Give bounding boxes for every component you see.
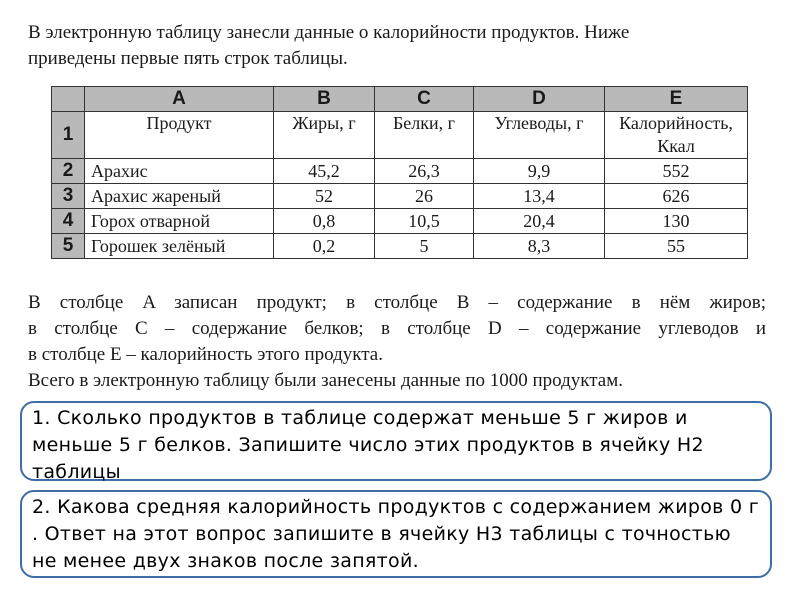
cell-fat: 52	[274, 184, 375, 209]
description-line-2: в столбце C – содержание белков; в столбце D – содержание углеводов и	[28, 318, 766, 339]
cell-protein: 5	[375, 234, 474, 259]
cell-calories: 552	[605, 159, 748, 184]
column-header-d: D	[474, 87, 605, 112]
header-product: Продукт	[85, 112, 274, 159]
cell-calories: 626	[605, 184, 748, 209]
column-header-b: B	[274, 87, 375, 112]
intro-text	[28, 20, 768, 72]
cell-product: Горох отварной	[85, 209, 274, 234]
intro-line-2: приведены первые пять строк таблицы.	[28, 48, 348, 69]
corner-cell	[52, 87, 85, 112]
cell-product: Горошек зелёный	[85, 234, 274, 259]
intro-line-1: В электронную таблицу занесли данные о калорийности продуктов. Ниже	[28, 22, 630, 43]
cell-fat: 0,2	[274, 234, 375, 259]
row-number: 1	[52, 112, 85, 159]
table-row	[52, 112, 748, 159]
question-2-box	[20, 490, 772, 578]
cell-protein: 10,5	[375, 209, 474, 234]
table-row	[52, 234, 748, 259]
column-header-row	[52, 87, 748, 112]
cell-protein: 26,3	[375, 159, 474, 184]
cell-carbs: 8,3	[474, 234, 605, 259]
cell-fat: 45,2	[274, 159, 375, 184]
header-calories-line-1: Калорийность,	[619, 113, 733, 133]
cell-carbs: 13,4	[474, 184, 605, 209]
description-line-1: В столбце A записан продукт; в столбце B – содержание в нём жиров;	[28, 292, 766, 313]
cell-carbs: 9,9	[474, 159, 605, 184]
column-header-a: A	[85, 87, 274, 112]
table-row	[52, 209, 748, 234]
cell-protein: 26	[375, 184, 474, 209]
column-description	[28, 290, 766, 394]
column-header-e: E	[605, 87, 748, 112]
row-number: 5	[52, 234, 85, 259]
cell-fat: 0,8	[274, 209, 375, 234]
header-calories	[605, 112, 748, 159]
table-row	[52, 159, 748, 184]
calorie-table	[51, 86, 748, 259]
question-1-box	[20, 401, 772, 481]
cell-product: Арахис жареный	[85, 184, 274, 209]
row-number: 3	[52, 184, 85, 209]
description-line-3: в столбце E – калорийность этого продукта.	[28, 344, 383, 365]
cell-carbs: 20,4	[474, 209, 605, 234]
row-number: 2	[52, 159, 85, 184]
question-2-text: 2. Какова средняя калорийность продуктов с содержанием жиров 0 г . Ответ на этот вопрос запишите в ячейку H3 таблицы с точностью не менее двух знаков после запятой.	[32, 496, 760, 572]
header-protein: Белки, г	[375, 112, 474, 159]
header-carbs: Углеводы, г	[474, 112, 605, 159]
column-header-c: C	[375, 87, 474, 112]
row-number: 4	[52, 209, 85, 234]
question-1-text: 1. Сколько продуктов в таблице содержат меньше 5 г жиров и меньше 5 г белков. Запишите число этих продуктов в ячейку H2 таблицы	[32, 407, 704, 483]
cell-calories: 55	[605, 234, 748, 259]
cell-product: Арахис	[85, 159, 274, 184]
table-row	[52, 184, 748, 209]
header-calories-line-2: Ккал	[657, 136, 695, 156]
header-fat: Жиры, г	[274, 112, 375, 159]
cell-calories: 130	[605, 209, 748, 234]
description-line-4: Всего в электронную таблицу были занесены данные по 1000 продуктам.	[28, 370, 624, 391]
